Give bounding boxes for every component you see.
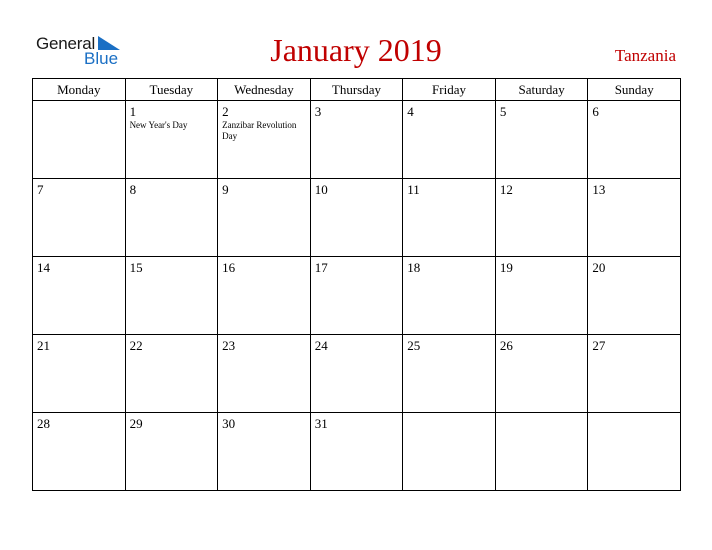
weekday-header-sunday: Sunday [588,79,681,101]
day-number: 16 [222,260,236,275]
day-number: 14 [37,260,50,275]
week-row [33,413,681,491]
day-number: 23 [222,338,236,353]
day-cell [218,335,311,413]
week-row [33,335,681,413]
day-number: 3 [314,104,322,119]
day-number: 22 [129,338,143,353]
weekday-header-thursday: Thursday [310,79,403,101]
day-cell [310,413,403,491]
day-cell [403,335,496,413]
day-cell [33,257,126,335]
day-cell [125,179,218,257]
day-cell [310,179,403,257]
day-cell [125,413,218,491]
weekday-header-tuesday: Tuesday [125,79,218,101]
day-number: 20 [592,260,606,275]
day-cell [33,413,126,491]
day-number: 12 [499,182,513,197]
day-cell [218,413,311,491]
day-cell [588,335,681,413]
weekday-header-wednesday: Wednesday [218,79,311,101]
day-cell [125,101,218,179]
day-number: 6 [592,104,599,119]
day-cell [495,257,588,335]
weekday-header-monday: Monday [33,79,126,101]
logo-word-general: General [36,34,96,53]
day-cell [33,101,126,179]
day-number: 13 [592,182,606,197]
day-number: 24 [314,338,328,353]
day-number: 1 [129,104,137,119]
week-row [33,257,681,335]
day-cell [403,101,496,179]
day-cell [403,413,496,491]
day-cell [33,335,126,413]
day-cell [125,257,218,335]
day-number: 11 [407,182,420,197]
day-cell [125,335,218,413]
calendar-title: January 2019 [270,32,442,68]
day-cell [403,179,496,257]
day-number: 19 [499,260,513,275]
day-number: 29 [129,416,143,431]
country-name: Tanzania [614,46,676,65]
holiday-label: Zanzibar Revolution Day [222,120,297,141]
logo-word-blue: Blue [84,49,119,68]
weekday-header-row [33,79,681,101]
day-number: 26 [499,338,513,353]
day-cell [218,179,311,257]
day-cell [495,335,588,413]
day-cell [588,179,681,257]
calendar-body [33,101,681,491]
day-number: 27 [592,338,606,353]
week-row [33,101,681,179]
day-cell [588,257,681,335]
day-number: 5 [499,104,507,119]
day-number: 31 [314,416,328,431]
day-cell [588,101,681,179]
day-number: 18 [407,260,421,275]
week-row [33,179,681,257]
day-cell [310,101,403,179]
day-cell [403,257,496,335]
day-number: 21 [37,338,50,353]
day-number: 9 [222,182,229,197]
day-cell [495,179,588,257]
day-number: 7 [37,182,44,197]
day-number: 2 [222,104,229,119]
day-cell [495,413,588,491]
weekday-header-saturday: Saturday [495,79,588,101]
day-number: 15 [129,260,143,275]
day-number: 25 [407,338,421,353]
day-number: 30 [222,416,236,431]
day-cell [218,101,311,179]
day-number: 17 [314,260,328,275]
day-cell [33,179,126,257]
calendar-grid [32,78,681,491]
day-number: 10 [314,182,328,197]
day-cell [588,413,681,491]
weekday-header-friday: Friday [403,79,496,101]
day-cell [218,257,311,335]
day-number: 28 [37,416,50,431]
day-number: 8 [129,182,137,197]
day-cell [310,257,403,335]
day-cell [310,335,403,413]
day-cell [495,101,588,179]
day-number: 4 [407,104,414,119]
holiday-label: New Year's Day [129,120,188,130]
